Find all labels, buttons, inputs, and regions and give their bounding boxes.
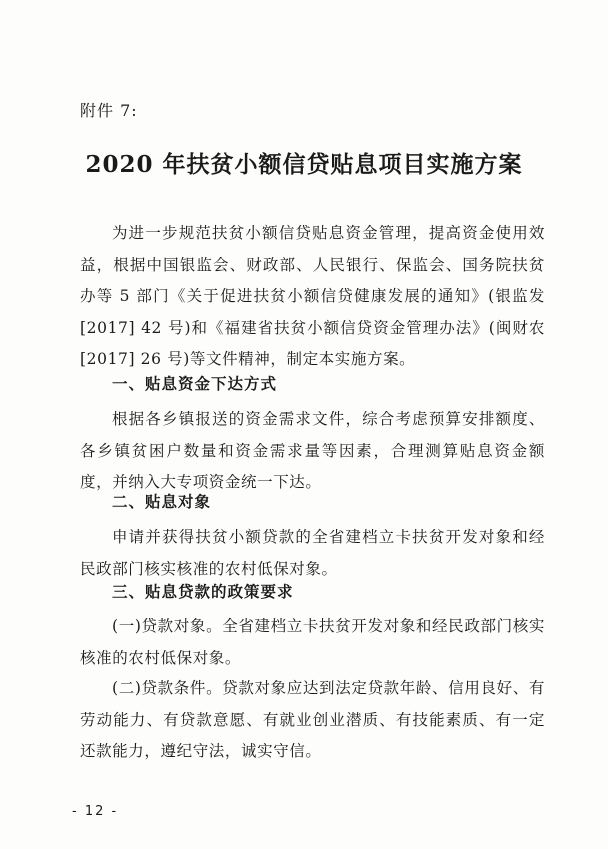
section-3-paragraph-2: (二)贷款条件。贷款对象应达到法定贷款年龄、信用良好、有劳动能力、有贷款意愿、有就业创业潜质、有技能素质、有一定还款能力，遵纪守法，诚实守信。: [80, 679, 545, 760]
section-heading-2: 二、贴息对象: [112, 492, 212, 511]
document-title: 2020 年扶贫小额信贷贴息项目实施方案: [85, 151, 523, 178]
intro-paragraph: 为进一步规范扶贫小额信贷贴息资金管理，提高资金使用效益，根据中国银监会、财政部、人民银行、保监会、国务院扶贫办等 5 部门《关于促进扶贫小额信贷健康发展的通知》(银监发[2017] 42 号)和《福建省扶贫小额信贷资金管理办法》(闽财农[2017] 26 号)等文件精神，制定本实施方案。: [80, 224, 545, 368]
attachment-label: 附件 7:: [80, 101, 138, 120]
section-3-paragraph-1: (一)贷款对象。全省建档立卡扶贫开发对象和经民政部门核实核准的农村低保对象。: [80, 617, 545, 667]
section-heading-1: 一、贴息资金下达方式: [112, 374, 278, 393]
section-heading-3: 三、贴息贷款的政策要求: [112, 582, 294, 601]
page-number: - 12 -: [72, 804, 119, 819]
section-2-paragraph: 申请并获得扶贫小额贷款的全省建档立卡扶贫开发对象和经民政部门核实核准的农村低保对象。: [80, 528, 545, 578]
section-1-paragraph: 根据各乡镇报送的资金需求文件，综合考虑预算安排额度、各乡镇贫困户数量和资金需求量等因素，合理测算贴息资金额度，并纳入大专项资金统一下达。: [80, 410, 545, 491]
